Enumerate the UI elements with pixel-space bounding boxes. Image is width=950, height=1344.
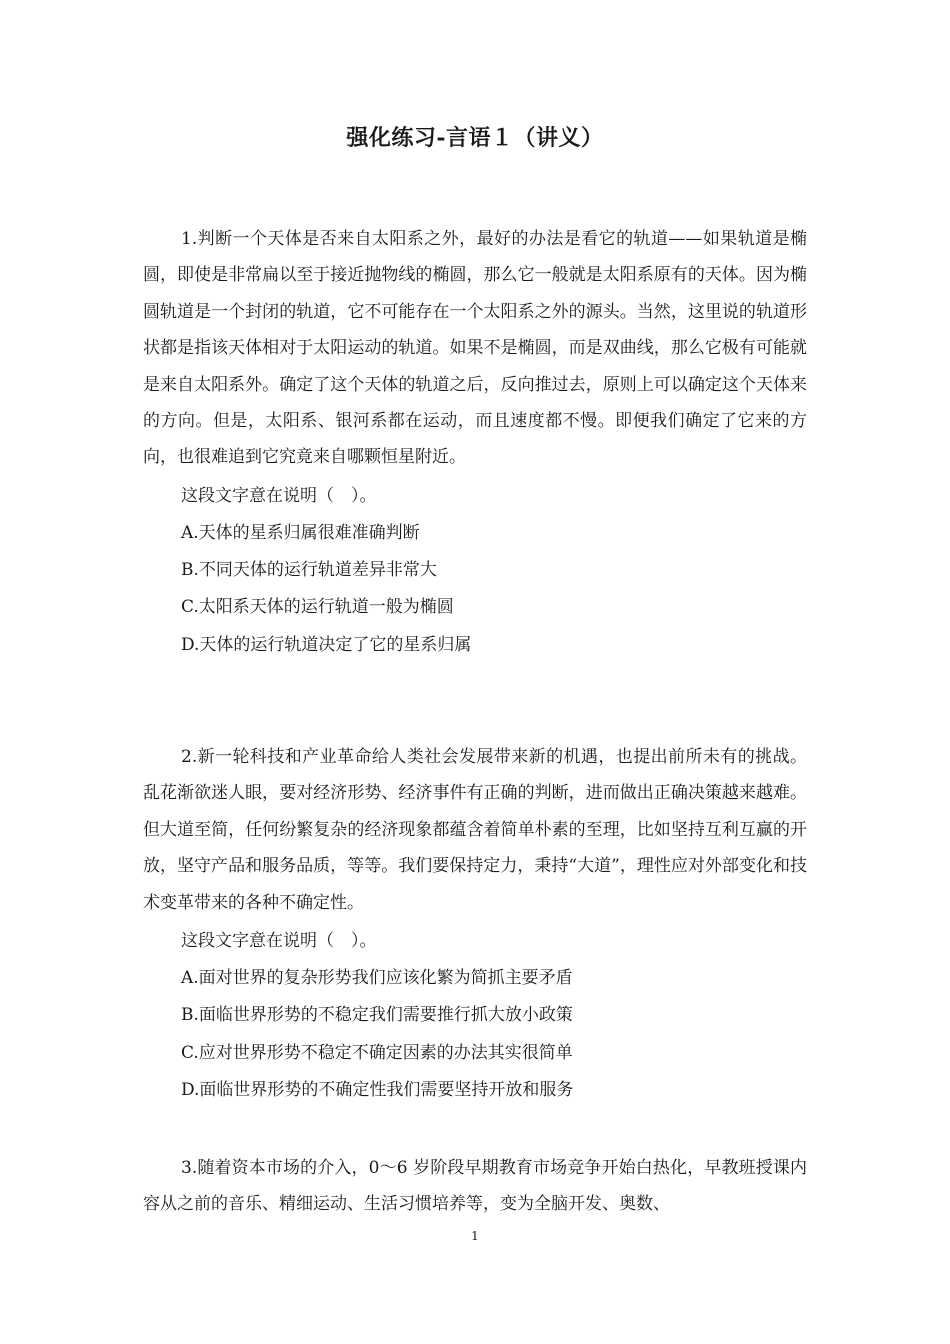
question-1-stem: 1.判断一个天体是否来自太阳系之外，最好的办法是看它的轨道——如果轨道是椭圆，即使是非常扁以至于接近抛物线的椭圆，那么它一般就是太阳系原有的天体。因为椭圆轨道是一个封闭的轨道，它不可能存在一个太阳系之外的源头。当然，这里说的轨道形状都是指该天体相对于太阳运动的轨道。如果不是椭圆，而是双曲线，那么它极有可能就是来自太阳系外。确定了这个天体的轨道之后，反向推过去，原则上可以确定这个天体来的方向。但是，太阳系、银河系都在运动，而且速度都不慢。即便我们确定了它来的方向，也很难追到它究竟来自哪颗恒星附近。 bbox=[143, 229, 807, 468]
question-1-option-a: A.天体的星系归属很难准确判断 bbox=[181, 523, 420, 544]
question-1-option-b: B.不同天体的运行轨道差异非常大 bbox=[181, 560, 437, 581]
question-2-prompt: 这段文字意在说明（ ）。 bbox=[181, 931, 377, 952]
question-3-stem: 3.随着资本市场的介入，0～6 岁阶段早期教育市场竞争开始白热化，早教班授课内容从之前的音乐、精细运动、生活习惯培养等，变为全脑开发、奥数、 bbox=[143, 1158, 807, 1215]
question-2-option-d: D.面临世界形势的不确定性我们需要坚持开放和服务 bbox=[181, 1079, 574, 1100]
question-1-option-d: D.天体的运行轨道决定了它的星系归属 bbox=[181, 634, 472, 655]
page-number: 1 bbox=[471, 1229, 479, 1243]
question-2-option-a: A.面对世界的复杂形势我们应该化繁为简抓主要矛盾 bbox=[181, 968, 573, 989]
question-1-option-c: C.太阳系天体的运行轨道一般为椭圆 bbox=[181, 597, 454, 618]
document-title: 强化练习-言语１（讲义） bbox=[346, 125, 604, 151]
question-2 bbox=[143, 739, 807, 1109]
question-2-option-c: C.应对世界形势不稳定不确定因素的办法其实很简单 bbox=[181, 1042, 573, 1063]
question-2-option-b: B.面临世界形势的不稳定我们需要推行抓大放小政策 bbox=[181, 1005, 573, 1026]
question-3 bbox=[143, 1150, 807, 1223]
question-1-prompt: 这段文字意在说明（ ）。 bbox=[181, 485, 377, 506]
question-2-stem: 2.新一轮科技和产业革命给人类社会发展带来新的机遇，也提出前所未有的挑战。乱花渐欲迷人眼，要对经济形势、经济事件有正确的判断，进而做出正确决策越来越难。但大道至简，任何纷繁复杂的经济现象都蕴含着简单朴素的至理，比如坚持互利互赢的开放，坚守产品和服务品质，等等。我们要保持定力，秉持“大道”，理性应对外部变化和技术变革带来的各种不确定性。 bbox=[143, 747, 807, 913]
question-1 bbox=[143, 221, 807, 664]
